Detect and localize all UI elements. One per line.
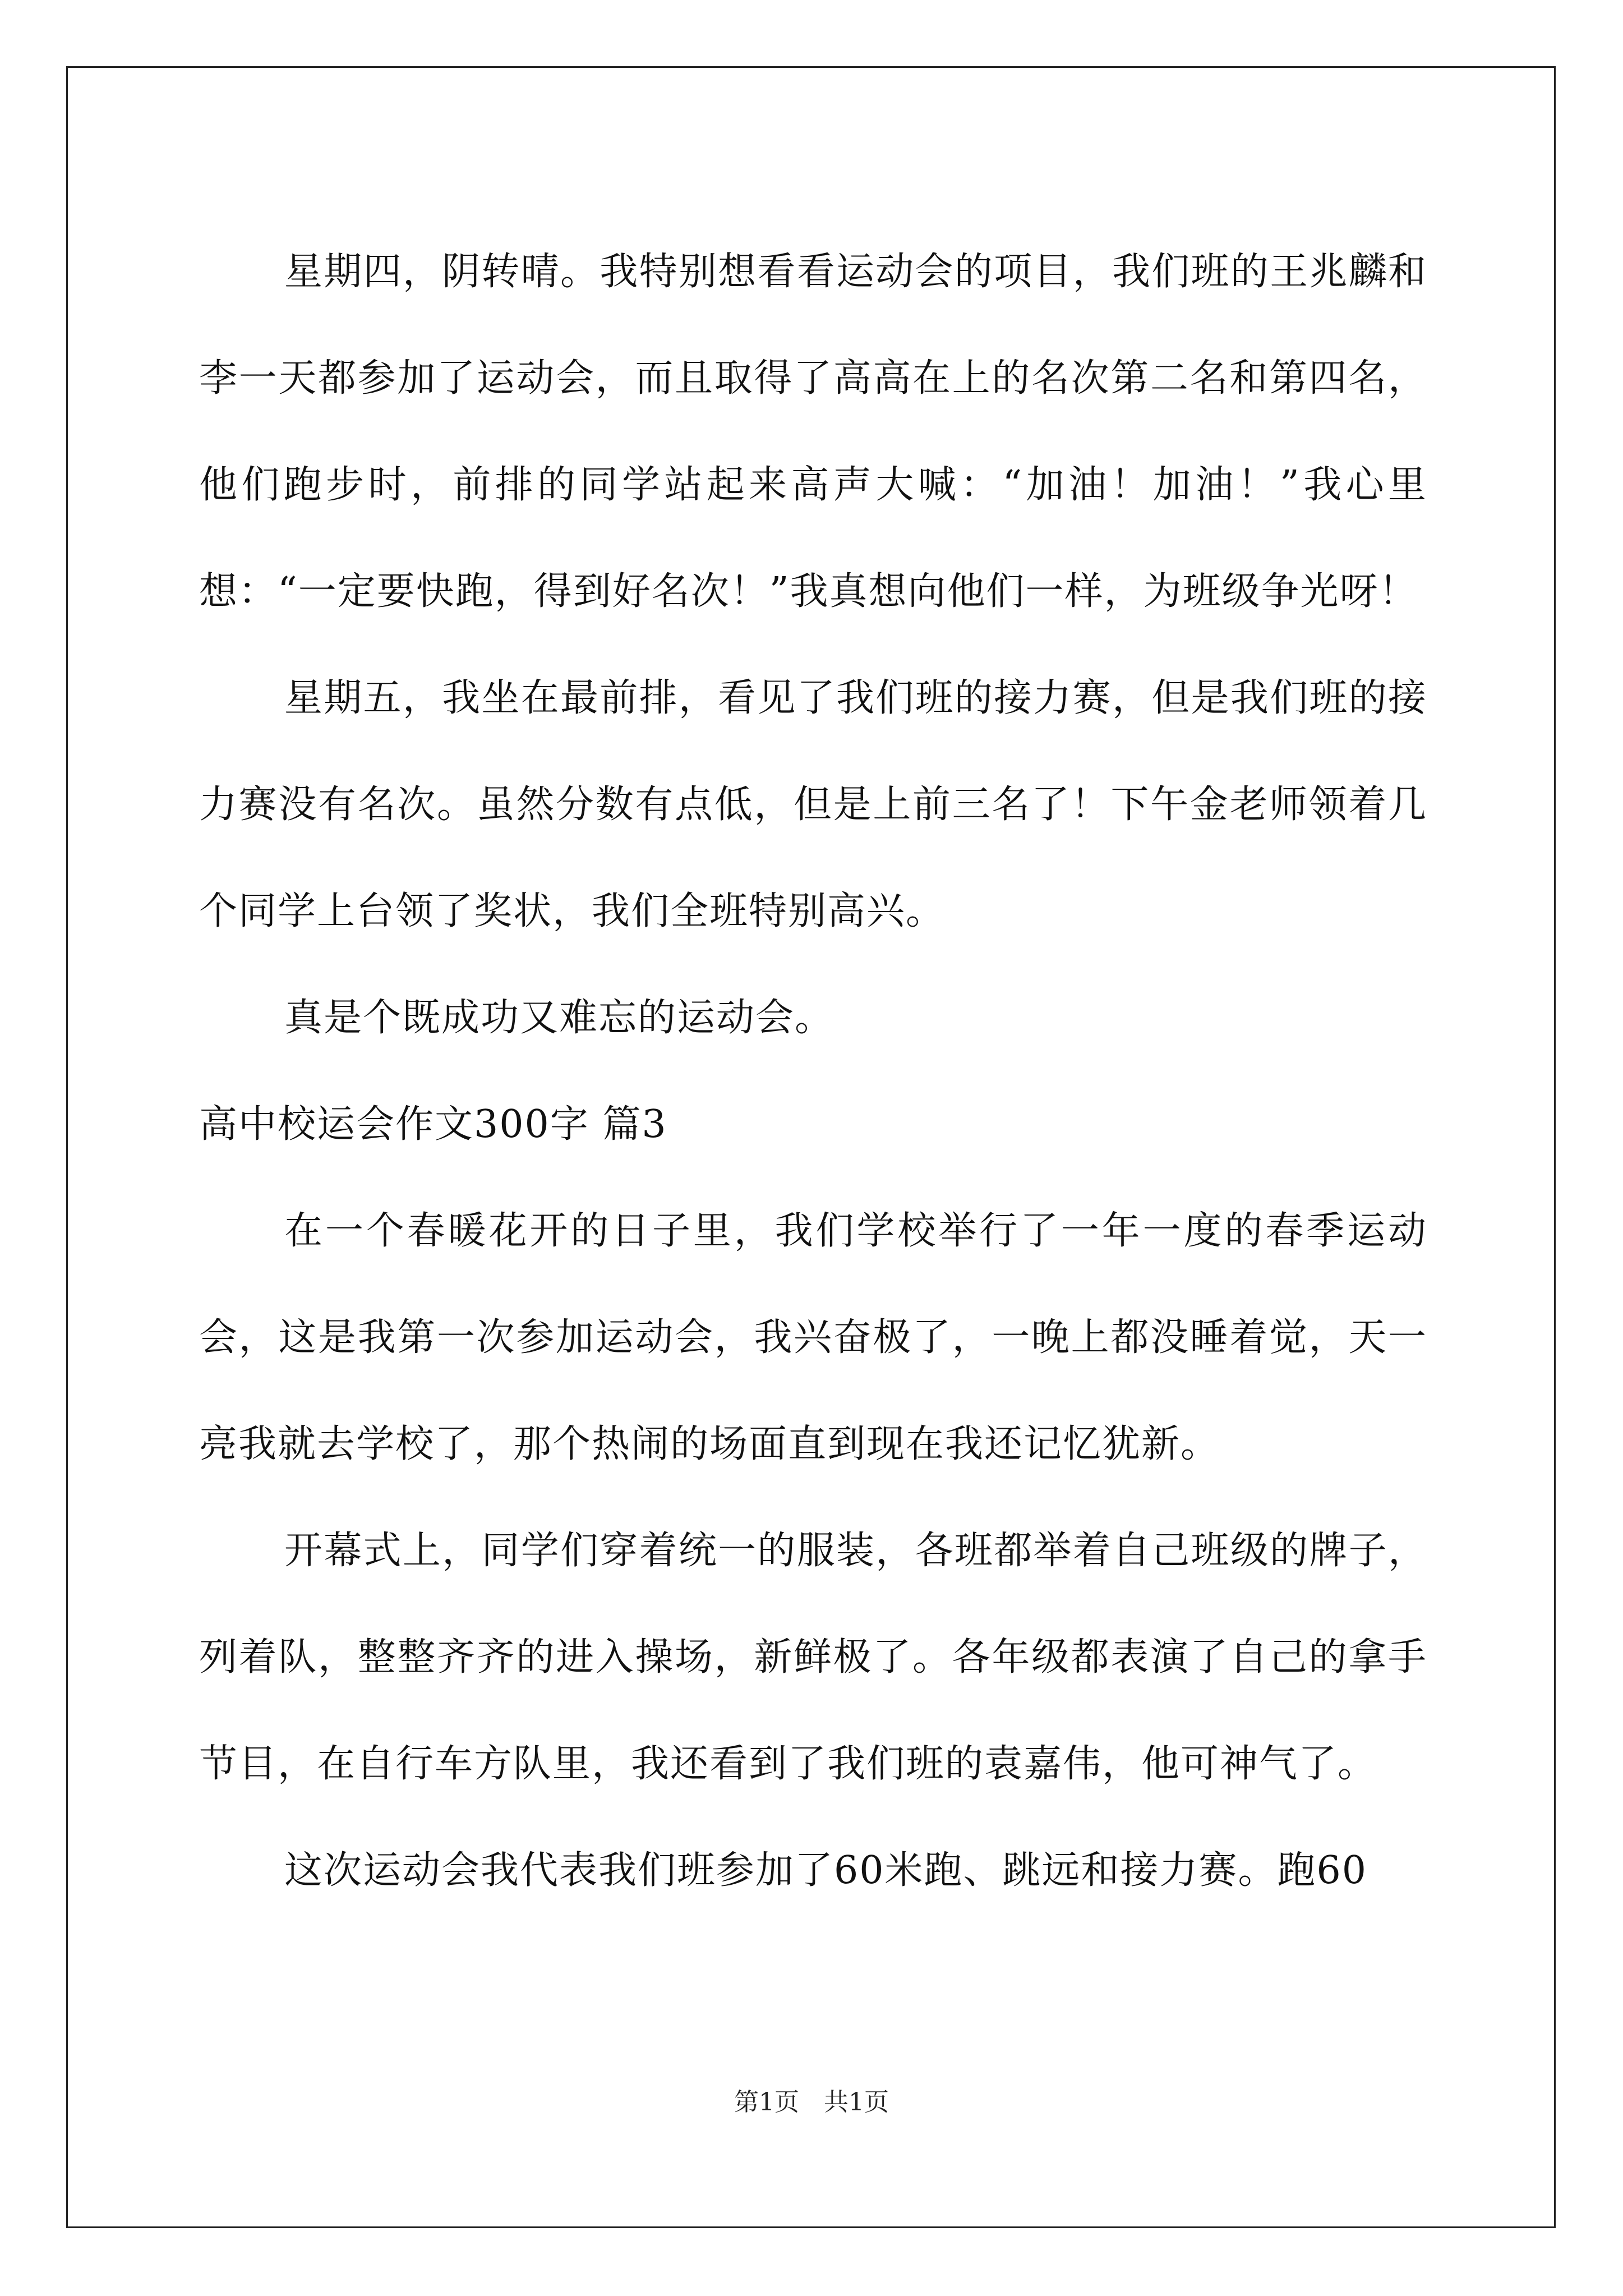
section-heading: 高中校运会作文300字 篇3 — [199, 1102, 667, 1147]
paragraph: 真是个既成功又难忘的运动会。 — [284, 996, 834, 1040]
paragraph: 在一个春暖花开的日子里，我们学校举行了一年一度的春季运动会，这是我第一次参加运动会，我兴奋极了，一晚上都没睡着觉，天一亮我就去学校了，那个热闹的场面直到现在我还记忆犹新。 — [199, 1209, 1427, 1466]
document-body — [199, 219, 1427, 1924]
paragraph: 这次运动会我代表我们班参加了60米跑、跳远和接力赛。跑60 — [284, 1848, 1368, 1893]
paragraph: 开幕式上，同学们穿着统一的服装，各班都举着自己班级的牌子，列着队，整整齐齐的进入操场，新鲜极了。各年级都表演了自己的拿手节目，在自行车方队里，我还看到了我们班的袁嘉伟，他可神气了。 — [199, 1529, 1427, 1786]
paragraph: 星期五，我坐在最前排，看见了我们班的接力赛，但是我们班的接力赛没有名次。虽然分数有点低，但是上前三名了！下午金老师领着几个同学上台领了奖状，我们全班特别高兴。 — [199, 676, 1427, 933]
paragraph: 星期四，阴转晴。我特别想看看运动会的项目，我们班的王兆麟和李一天都参加了运动会，而且取得了高高在上的名次第二名和第四名，他们跑步时，前排的同学站起来高声大喊：“加油！加油！”我心里想：“一定要快跑，得到好名次！”我真想向他们一样，为班级争光呀！ — [199, 250, 1427, 614]
page-footer: 第1页 共1页 — [734, 2088, 889, 2116]
